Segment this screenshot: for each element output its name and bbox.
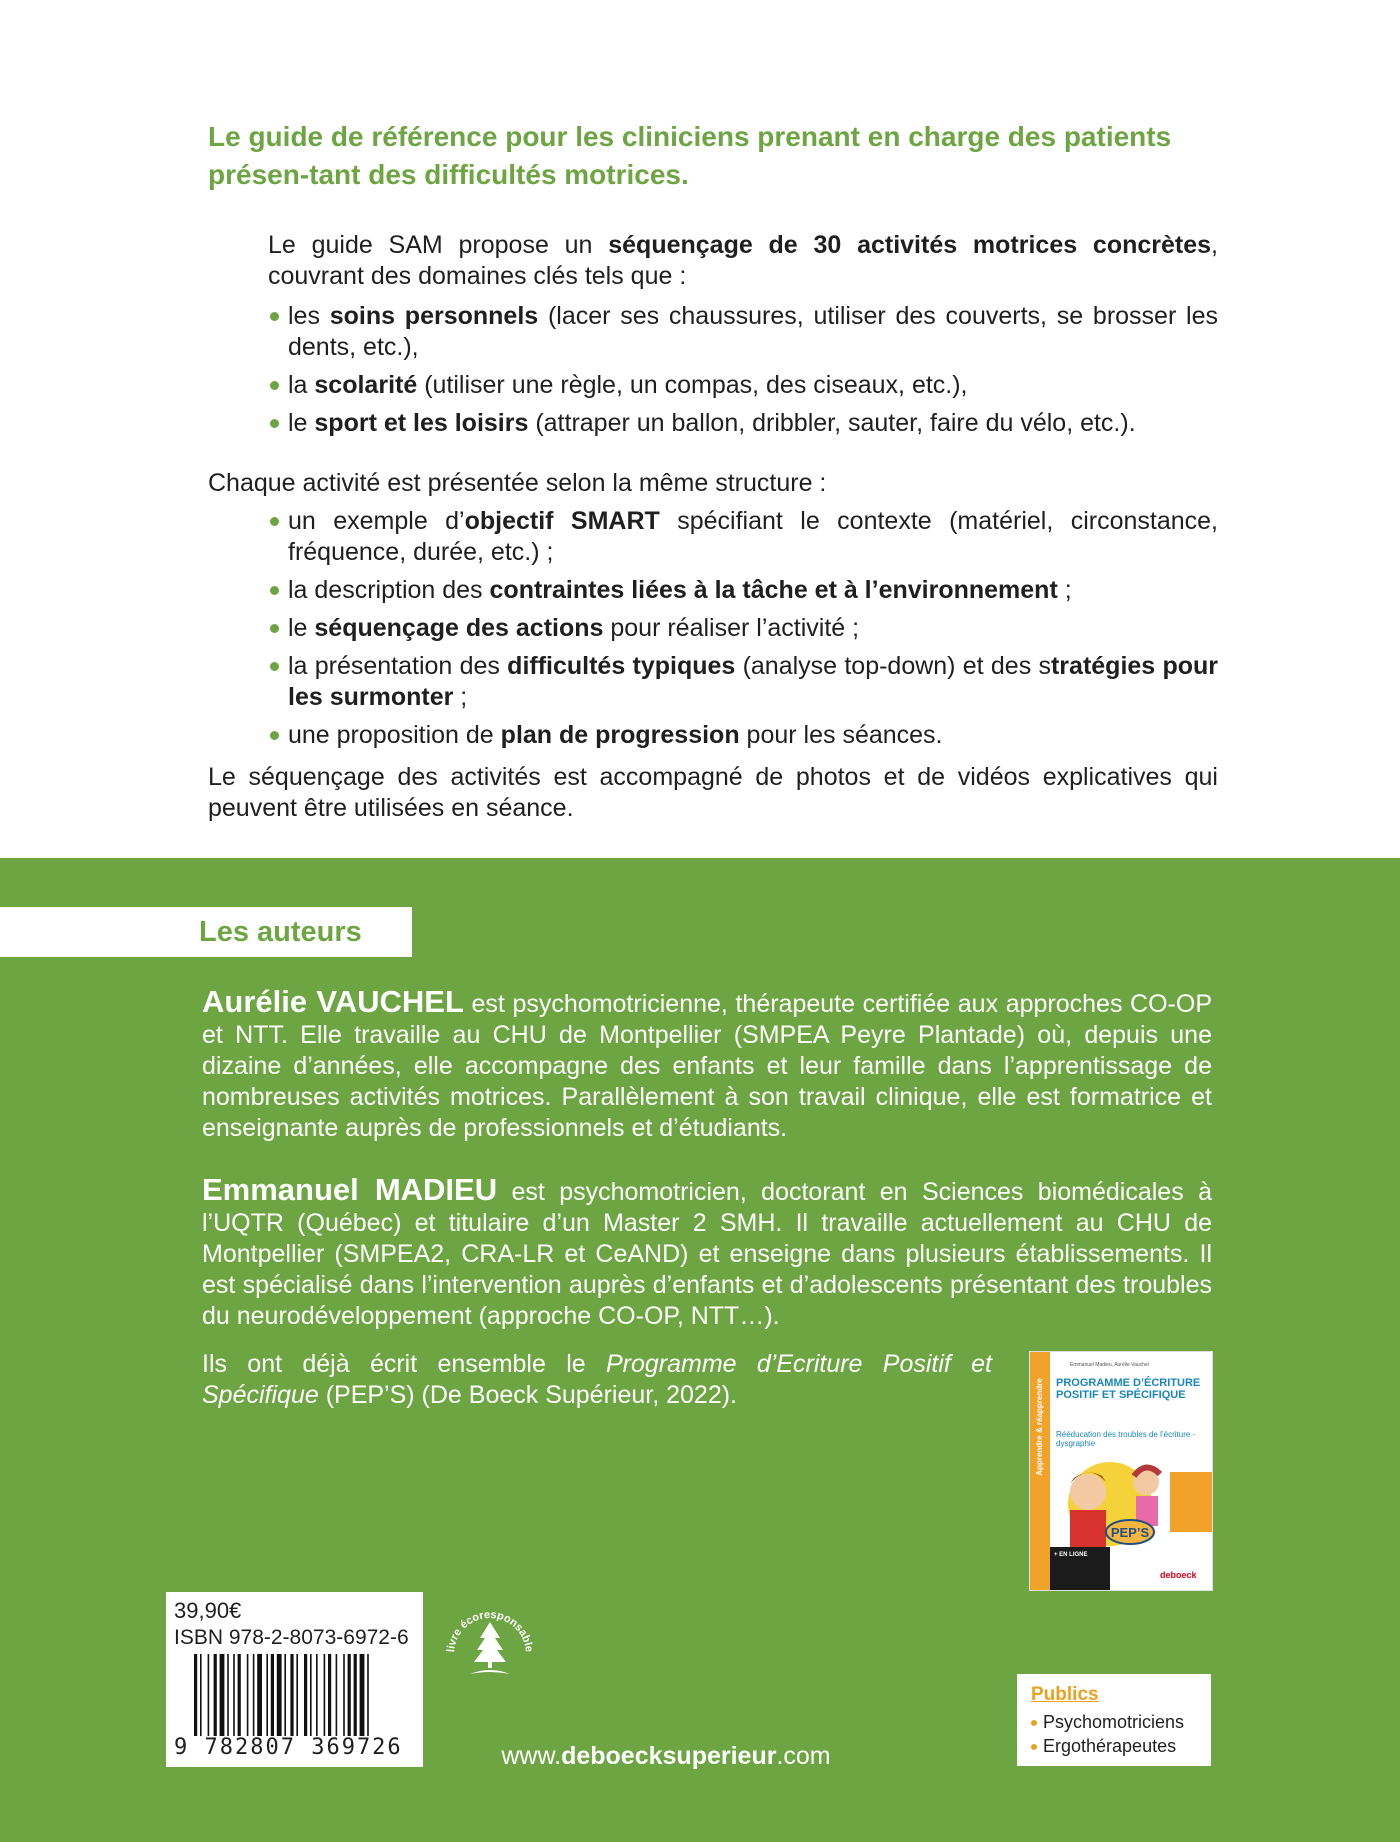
item-text-end: (utiliser une règle, un compas, des ciseaux, etc.),	[417, 371, 968, 399]
item-text-end: pour réaliser l’activité ;	[603, 614, 860, 642]
author-bio-text: est psychomotricienne, thérapeute certifiée aux approches CO-OP et NTT. Elle travaille au CHU de Montpellier (SMPEA Peyre Plantade) où, depuis une dizaine d’années, elle accompagne des enfants et leur famille dans l’apprentissage de nombreuses activités motrices. Parallèlement à son travail clinique, elle est formatrice et enseignante auprès de professionnels et d’étudiants.	[202, 990, 1213, 1142]
item-highlight-2: tratégies pour les surmonter	[288, 652, 1219, 711]
item-text-mid: (analyse top-down) et des s	[735, 652, 1051, 680]
tagline: Le guide de référence pour les cliniciens prenant en charge des patients présen-tant des difficultés motrices.	[208, 121, 1172, 190]
series-label: Apprendre & réapprendre	[1035, 1378, 1044, 1476]
cover-subtitle: Rééducation des troubles de l’écriture - dysgraphie	[1056, 1430, 1196, 1448]
author-name: Emmanuel MADIEU	[202, 1172, 498, 1207]
cover-authors: Emmanuel Madieu, Aurélie Vauchel	[1070, 1362, 1149, 1368]
joint-work-paragraph	[202, 1349, 992, 1411]
author-bio-vauchel	[202, 986, 1212, 1144]
cover-badge: PEP’S	[1110, 1525, 1150, 1540]
publics-box	[1017, 1674, 1211, 1766]
list-item	[268, 651, 1218, 713]
author-bio-madieu	[202, 1174, 1212, 1332]
eco-responsible-logo	[440, 1592, 540, 1692]
list-item: Psychomotriciens	[1031, 1710, 1184, 1734]
item-text-end: (lacer ses chaussures, utiliser des couverts, se brosser les dents, etc.),	[288, 302, 1219, 361]
closing-paragraph: Le séquençage des activités est accompagné de photos et de vidéos explicatives qui peuvent être utilisées en séance.	[208, 763, 1218, 822]
domains-list	[268, 301, 1218, 446]
book-cover-thumbnail	[1030, 1352, 1212, 1590]
url-suffix: .com	[776, 1742, 831, 1770]
item-text: la présentation des	[288, 652, 508, 680]
price: 39,90€	[174, 1598, 242, 1623]
item-highlight: sport et les loisirs	[314, 409, 529, 437]
authors-heading: Les auteurs	[199, 916, 362, 948]
isbn: ISBN 978-2-8073-6972-6	[174, 1626, 409, 1649]
list-item	[268, 720, 1218, 751]
cover-title: PROGRAMME D’ÉCRITURE POSITIF ET SPÉCIFIQUE	[1056, 1377, 1201, 1401]
intro-highlight: séquençage de 30 activités motrices concrètes	[608, 231, 1212, 259]
item-text-end: ;	[1057, 576, 1072, 604]
list-item	[268, 370, 1218, 401]
joint-text-end: (PEP’S) (De Boeck Supérieur, 2022).	[318, 1381, 737, 1409]
item-highlight: scolarité	[314, 371, 418, 399]
cover-publisher	[1160, 1570, 1197, 1580]
url-prefix: www.	[501, 1742, 562, 1770]
joint-book-title: Programme d’Ecriture Positif et Spécifique	[202, 1350, 993, 1409]
item-text: la description des	[288, 576, 490, 604]
item-highlight: plan de progression	[500, 721, 740, 749]
barcode-panel	[166, 1592, 423, 1767]
publisher-name: deboeck	[1160, 1570, 1197, 1580]
item-text: la	[288, 371, 315, 399]
item-highlight: contraintes liées à la tâche et à l’environnement	[489, 576, 1058, 604]
author-bio-text: est psychomotricien, doctorant en Sciences biomédicales à l’UQTR (Québec) et titulaire d’un Master 2 SMH. Il travaille actuellement au CHU de Montpellier (SMPEA2, CRA-LR et CeAND) et enseigne dans plusieurs établissements. Il est spécialisé dans l’intervention auprès d’enfants et d’adolescents présentant des troubles du neurodéveloppement (approche CO-OP, NTT…).	[202, 1178, 1212, 1330]
list-item	[268, 408, 1218, 439]
item-text: une proposition de	[288, 721, 501, 749]
structure-intro: Chaque activité est présentée selon la même structure :	[208, 469, 827, 497]
author-name: Aurélie VAUCHEL	[202, 984, 464, 1019]
joint-text: Ils ont déjà écrit ensemble le	[202, 1350, 606, 1378]
list-item	[268, 506, 1218, 568]
publics-title: Publics	[1031, 1684, 1099, 1705]
item-text: un exemple d’	[288, 507, 465, 535]
tree-icon	[474, 1622, 506, 1662]
item-highlight: objectif SMART	[464, 507, 660, 535]
item-text-end: pour les séances.	[739, 721, 943, 749]
publics-list	[1031, 1710, 1184, 1758]
item-text: les	[288, 302, 330, 330]
eco-label: livre écoresponsable	[445, 1608, 536, 1653]
list-item	[268, 613, 1218, 644]
intro-text: Le guide SAM propose un	[268, 231, 609, 259]
structure-list	[268, 506, 1218, 758]
publisher-url[interactable]	[486, 1740, 846, 1772]
item-highlight: difficultés typiques	[507, 652, 736, 680]
item-text: le	[288, 614, 315, 642]
item-text: le	[288, 409, 315, 437]
item-highlight: séquençage des actions	[314, 614, 604, 642]
intro-paragraph	[268, 230, 1218, 292]
barcode-bars	[194, 1654, 414, 1736]
url-domain: deboecksuperieur	[561, 1742, 777, 1770]
book-icon	[470, 1670, 510, 1674]
cover-online-label: + EN LIGNE	[1054, 1552, 1088, 1558]
item-text-end: spécifiant le contexte (matériel, circonstance, fréquence, durée, etc.) ;	[288, 507, 1218, 566]
item-text-end: ;	[453, 683, 468, 711]
list-item	[268, 575, 1218, 606]
list-item: Ergothérapeutes	[1031, 1734, 1184, 1758]
barcode-digits: 9 782807 369726	[174, 1735, 403, 1760]
list-item	[268, 301, 1218, 363]
cover-illustration	[1050, 1452, 1212, 1547]
item-highlight: soins personnels	[329, 302, 539, 330]
intro-text-end: , couvrant des domaines clés tels que :	[268, 231, 1218, 290]
item-text-end: (attraper un ballon, dribbler, sauter, faire du vélo, etc.).	[528, 409, 1136, 437]
